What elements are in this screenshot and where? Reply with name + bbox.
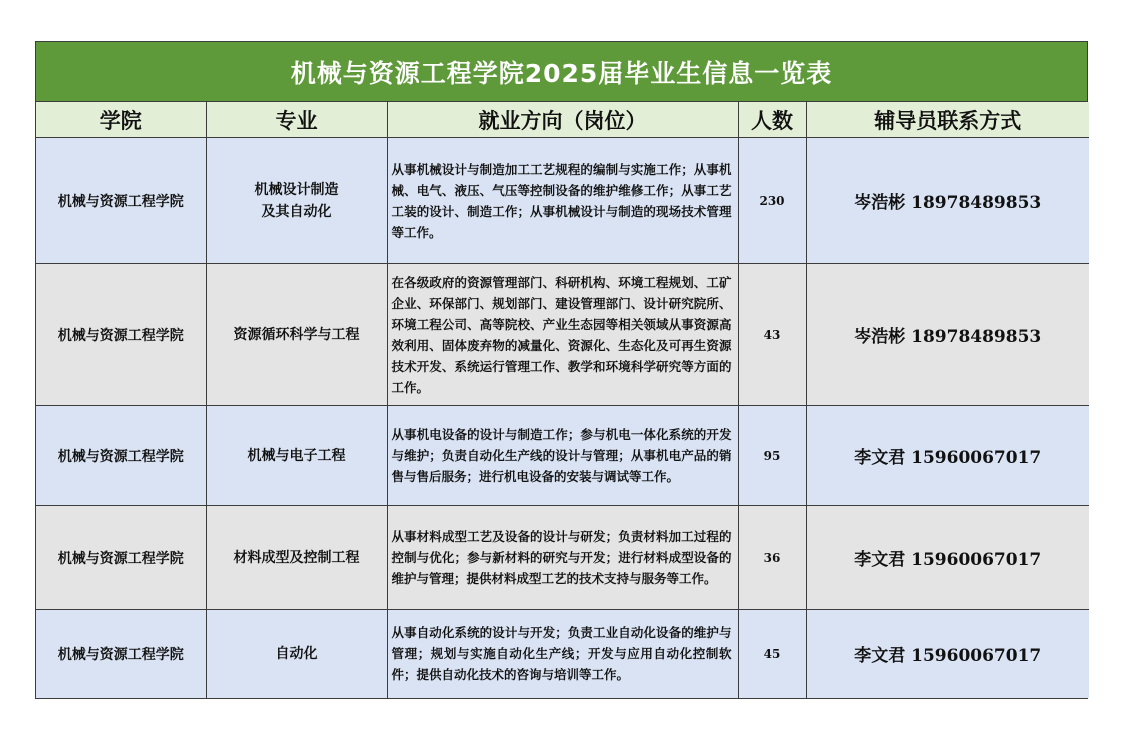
direction-cell: 从事自动化系统的设计与开发；负责工业自动化设备的维护与管理；规划与实施自动化生产线；开发与应用自动化控制软件；提供自动化技术的咨询与培训等工作。 (387, 610, 738, 698)
count-cell: 45 (738, 610, 806, 698)
contact-cell: 岑浩彬 18978489853 (806, 138, 1089, 264)
college-cell: 机械与资源工程学院 (36, 264, 206, 406)
direction-cell: 从事机电设备的设计与制造工作；参与机电一体化系统的开发与维护；负责自动化生产线的设计与管理；从事机电产品的销售与售后服务；进行机电设备的安装与调试等工作。 (387, 406, 738, 506)
major-cell (206, 264, 387, 406)
table-row (36, 506, 1089, 610)
major-line: 自动化 (275, 645, 318, 662)
count-cell: 43 (738, 264, 806, 406)
table-row (36, 264, 1089, 406)
major-cell (206, 138, 387, 264)
count-cell: 95 (738, 406, 806, 506)
major-cell (206, 406, 387, 506)
column-header-contact: 辅导员联系方式 (806, 102, 1089, 138)
header-row (36, 102, 1089, 138)
column-header-major: 专业 (206, 102, 387, 138)
college-cell: 机械与资源工程学院 (36, 506, 206, 610)
table-title: 机械与资源工程学院2025届毕业生信息一览表 (36, 42, 1087, 102)
direction-cell: 从事材料成型工艺及设备的设计与研发；负责材料加工过程的控制与优化；参与新材料的研究与开发；进行材料成型设备的维护与管理；提供材料成型工艺的技术支持与服务等工作。 (387, 506, 738, 610)
graduate-info-table (35, 41, 1088, 699)
column-header-direction: 就业方向（岗位） (387, 102, 738, 138)
major-cell (206, 506, 387, 610)
direction-cell: 从事机械设计与制造加工工艺规程的编制与实施工作；从事机械、电气、液压、气压等控制设备的维护维修工作；从事工艺工装的设计、制造工作；从事机械设计与制造的现场技术管理等工作。 (387, 138, 738, 264)
contact-cell: 李文君 15960067017 (806, 610, 1089, 698)
contact-cell: 李文君 15960067017 (806, 406, 1089, 506)
college-cell: 机械与资源工程学院 (36, 610, 206, 698)
contact-cell: 李文君 15960067017 (806, 506, 1089, 610)
table-row (36, 610, 1089, 698)
column-header-count: 人数 (738, 102, 806, 138)
major-line: 资源循环科学与工程 (233, 326, 360, 343)
contact-cell: 岑浩彬 18978489853 (806, 264, 1089, 406)
count-cell: 230 (738, 138, 806, 264)
count-cell: 36 (738, 506, 806, 610)
major-line: 机械与电子工程 (247, 447, 346, 464)
major-cell (206, 610, 387, 698)
college-cell: 机械与资源工程学院 (36, 406, 206, 506)
major-line: 机械设计制造 (254, 181, 339, 198)
table-row (36, 138, 1089, 264)
column-header-college: 学院 (36, 102, 206, 138)
college-cell: 机械与资源工程学院 (36, 138, 206, 264)
info-table (36, 102, 1089, 698)
table-row (36, 406, 1089, 506)
major-line: 及其自动化 (261, 203, 332, 220)
direction-cell: 在各级政府的资源管理部门、科研机构、环境工程规划、工矿企业、环保部门、规划部门、建设管理部门、设计研究院所、环境工程公司、高等院校、产业生态园等相关领域从事资源高效利用、固体废弃物的减量化、资源化、生态化及可再生资源技术开发、系统运行管理工作、教学和环境科学研究等方面的工作。 (387, 264, 738, 406)
major-line: 材料成型及控制工程 (233, 549, 360, 566)
